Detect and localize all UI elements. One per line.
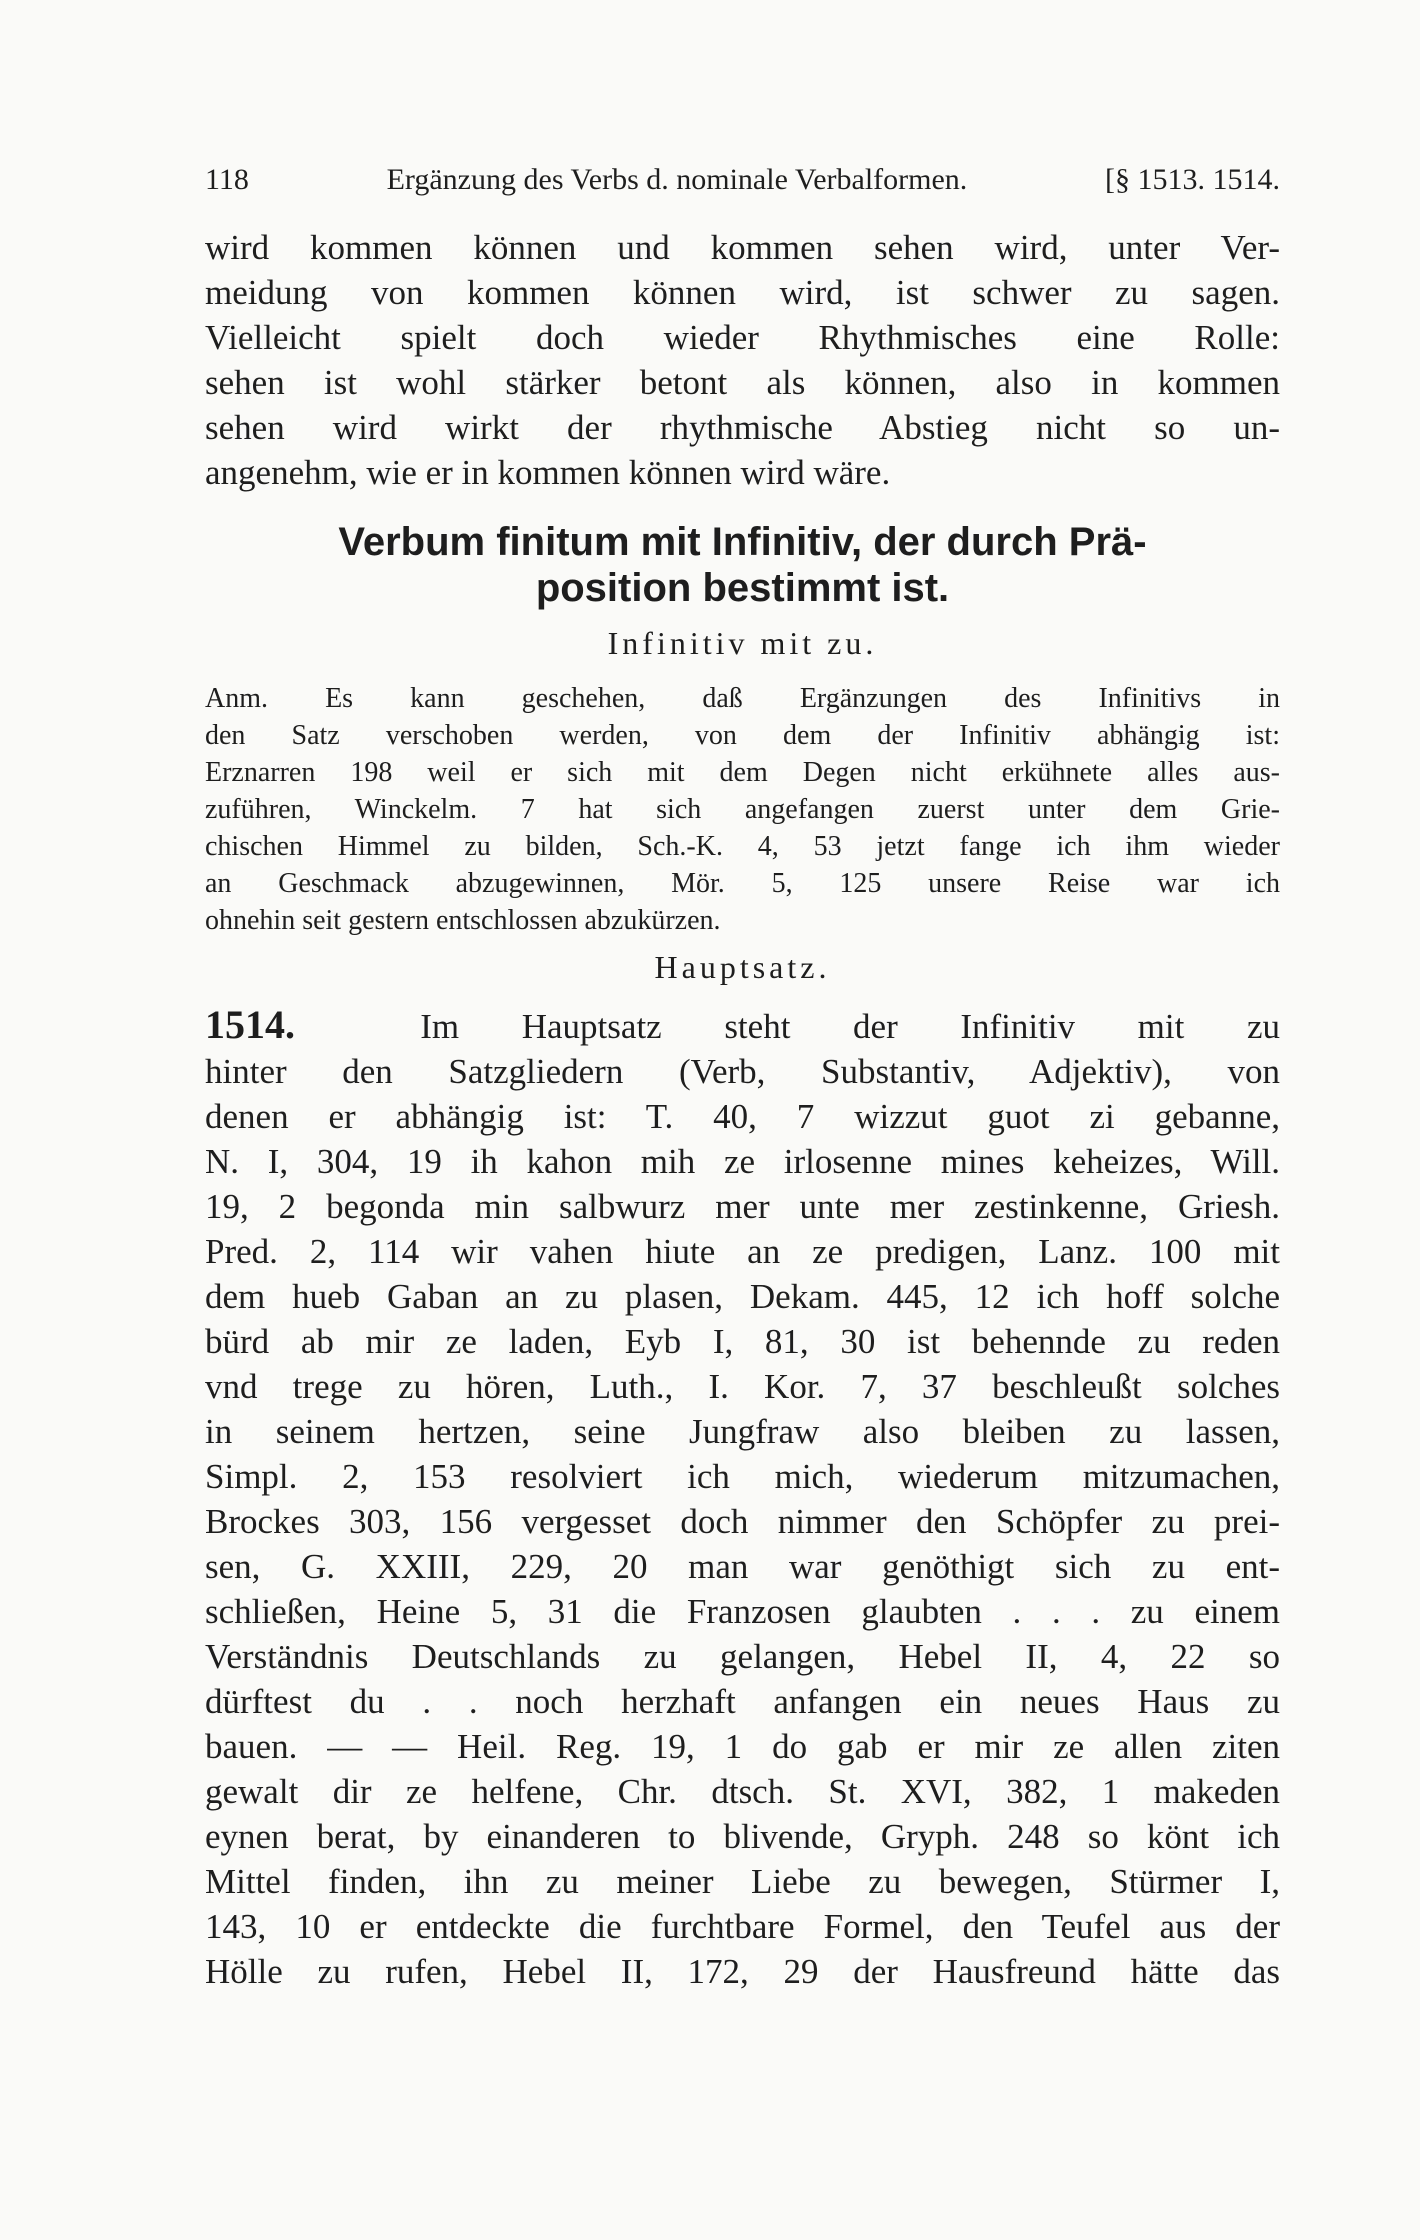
text-line: in seinem hertzen, seine Jungfraw also bleiben zu lassen,	[205, 1412, 1280, 1451]
text-line: an Geschmack abzugewinnen, Mör. 5, 125 unsere Reise war ich	[205, 868, 1280, 899]
text-line	[205, 1002, 1280, 1049]
book-page	[205, 160, 1280, 1994]
section-reference: [§ 1513. 1514.	[1105, 163, 1280, 196]
text-line: Pred. 2, 114 wir vahen hiute an ze predigen, Lanz. 100 mit	[205, 1232, 1280, 1271]
paragraph-number: 1514.	[205, 1002, 295, 1047]
text-line: ohnehin seit gestern entschlossen abzukürzen.	[205, 905, 721, 936]
text-line: sehen wird wirkt der rhythmische Abstieg nicht so un-	[205, 408, 1280, 447]
annotation-paragraph	[205, 680, 1280, 939]
text-line: Anm. Es kann geschehen, daß Ergänzungen des Infinitivs in	[205, 683, 1280, 714]
text-line: dürftest du . . noch herzhaft anfangen ein neues Haus zu	[205, 1682, 1280, 1721]
page-number: 118	[205, 163, 249, 196]
text-line: Verständnis Deutschlands zu gelangen, Hebel II, 4, 22 so	[205, 1637, 1280, 1676]
text-line: hinter den Satzgliedern (Verb, Substantiv, Adjektiv), von	[205, 1052, 1280, 1091]
text-line: angenehm, wie er in kommen können wird wäre.	[205, 453, 891, 492]
text-line: den Satz verschoben werden, von dem der Infinitiv abhängig ist:	[205, 720, 1280, 751]
text-line: sen, G. XXIII, 229, 20 man war genöthigt sich zu ent-	[205, 1547, 1280, 1586]
running-title: Ergänzung des Verbs d. nominale Verbalformen.	[386, 163, 968, 196]
text-line: Mittel finden, ihn zu meiner Liebe zu bewegen, Stürmer I,	[205, 1862, 1280, 1901]
text-line-content: Im Hauptsatz steht der Infinitiv mit zu	[420, 1007, 1281, 1046]
main-paragraph	[205, 1002, 1280, 1994]
text-line: bürd ab mir ze laden, Eyb I, 81, 30 ist behennde zu reden	[205, 1322, 1280, 1361]
text-line: bauen. — — Heil. Reg. 19, 1 do gab er mir ze allen ziten	[205, 1727, 1280, 1766]
text-line: Hölle zu rufen, Hebel II, 172, 29 der Hausfreund hätte das	[205, 1952, 1280, 1991]
text-line: 19, 2 begonda min salbwurz mer unte mer zestinkenne, Griesh.	[205, 1187, 1280, 1226]
section-title-line: position bestimmt ist.	[535, 566, 950, 610]
text-line: Erznarren 198 weil er sich mit dem Degen nicht erkühnete alles aus-	[205, 757, 1280, 788]
text-line: vnd trege zu hören, Luth., I. Kor. 7, 37 beschleußt solches	[205, 1367, 1280, 1406]
text-line: wird kommen können und kommen sehen wird, unter Ver-	[205, 228, 1280, 267]
section-title	[205, 519, 1280, 611]
running-head	[205, 160, 1280, 200]
text-line: gewalt dir ze helfene, Chr. dtsch. St. XVI, 382, 1 makeden	[205, 1772, 1280, 1811]
subtitle: Infinitiv mit zu.	[607, 625, 878, 661]
text-line: chischen Himmel zu bilden, Sch.-K. 4, 53 jetzt fange ich ihm wieder	[205, 831, 1280, 862]
hauptsatz-heading: Hauptsatz.	[654, 949, 831, 985]
text-line: zuführen, Winckelm. 7 hat sich angefangen zuerst unter dem Grie-	[205, 794, 1280, 825]
intro-paragraph	[205, 225, 1280, 495]
text-line: schließen, Heine 5, 31 die Franzosen glaubten . . . zu einem	[205, 1592, 1280, 1631]
text-line: denen er abhängig ist: T. 40, 7 wizzut guot zi gebanne,	[205, 1097, 1280, 1136]
text-line: Brockes 303, 156 vergesset doch nimmer den Schöpfer zu prei-	[205, 1502, 1280, 1541]
text-line: meidung von kommen können wird, ist schwer zu sagen.	[205, 273, 1280, 312]
text-line: N. I, 304, 19 ih kahon mih ze irlosenne mines keheizes, Will.	[205, 1142, 1280, 1181]
text-line: Vielleicht spielt doch wieder Rhythmisches eine Rolle:	[205, 318, 1280, 357]
section-title-line: Verbum finitum mit Infinitiv, der durch Prä-	[338, 520, 1147, 564]
text-line: sehen ist wohl stärker betont als können, also in kommen	[205, 363, 1280, 402]
text-line: Simpl. 2, 153 resolviert ich mich, wiederum mitzumachen,	[205, 1457, 1280, 1496]
text-line: dem hueb Gaban an zu plasen, Dekam. 445, 12 ich hoff solche	[205, 1277, 1280, 1316]
text-line: eynen berat, by einanderen to blivende, Gryph. 248 so könt ich	[205, 1817, 1280, 1856]
text-line: 143, 10 er entdeckte die furchtbare Formel, den Teufel aus der	[205, 1907, 1280, 1946]
